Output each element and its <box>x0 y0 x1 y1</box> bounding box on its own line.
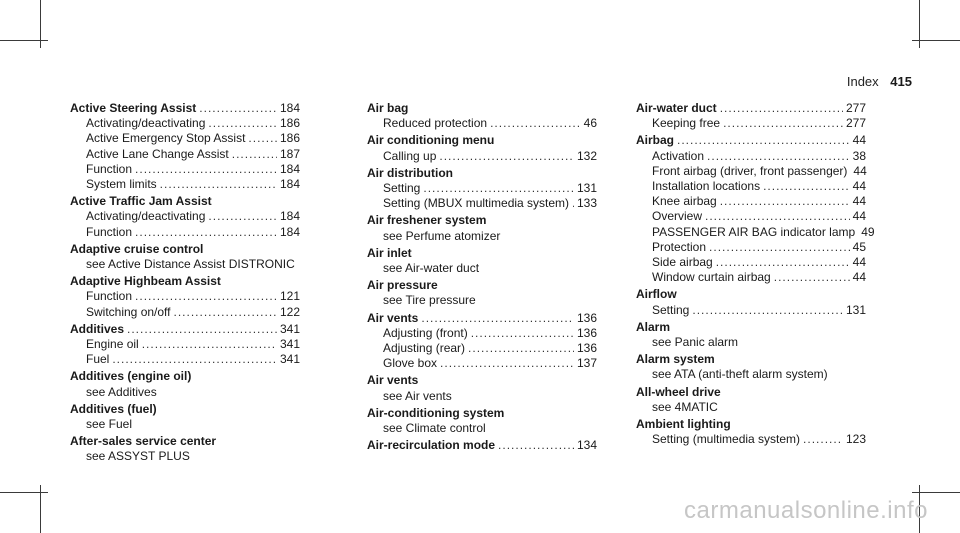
index-heading-text: Air bag <box>367 101 409 115</box>
index-heading <box>367 166 597 181</box>
index-heading <box>367 311 597 326</box>
index-subentry-page: 186 <box>279 131 300 146</box>
index-heading-text: Adaptive cruise control <box>70 241 204 256</box>
index-subentry <box>636 335 866 350</box>
index-subentry-text: see ATA (anti-theft alarm system) <box>652 367 828 382</box>
index-subentry-text: Side airbag <box>652 255 713 270</box>
dot-leader <box>677 133 850 148</box>
dot-leader <box>498 438 574 453</box>
dot-leader <box>720 101 843 116</box>
index-heading-text: All-wheel drive <box>636 384 721 399</box>
index-subentry-text: see Panic alarm <box>652 335 739 350</box>
index-entry <box>367 133 597 163</box>
index-heading <box>636 287 866 302</box>
dot-leader <box>490 116 581 131</box>
index-subentry-text: Overview <box>652 209 703 224</box>
index-entry <box>70 434 300 464</box>
index-heading <box>636 352 866 367</box>
index-entry <box>367 246 597 276</box>
index-subentry <box>70 225 300 240</box>
index-subentry-page: 121 <box>279 289 300 304</box>
index-subentry-text: System limits <box>86 177 157 192</box>
index-subentry <box>636 164 866 179</box>
dot-leader <box>803 432 843 447</box>
index-subentry-text: Adjusting (rear) <box>383 341 466 356</box>
dot-leader <box>468 341 574 356</box>
index-subentry <box>367 356 597 371</box>
dot-leader <box>135 162 277 177</box>
index-heading-text: After-sales service center <box>70 434 217 449</box>
dot-leader <box>135 225 277 240</box>
dot-leader <box>763 179 850 194</box>
index-subentry-text: Activation <box>652 148 705 163</box>
dot-leader <box>440 356 574 371</box>
dot-leader <box>716 255 850 270</box>
index-heading <box>70 274 300 289</box>
index-subentry <box>70 177 300 192</box>
index-subentry-text: Calling up <box>383 148 437 163</box>
index-subentry-text: Function <box>86 161 133 176</box>
index-heading-text: Alarm <box>636 319 671 334</box>
index-subentry-text: Protection <box>652 239 707 254</box>
index-heading <box>636 385 866 400</box>
dot-leader <box>572 196 574 211</box>
index-subentry-page: 44 <box>852 255 866 270</box>
index-heading <box>636 101 866 116</box>
dot-leader <box>439 149 574 164</box>
dot-leader <box>248 131 277 146</box>
index-heading-text: Air distribution <box>367 165 453 180</box>
index-subentry-text: Fuel <box>86 352 110 367</box>
index-subentry-text: PASSENGER AIR BAG indicator lamp <box>652 224 856 239</box>
index-subentry-text: Setting <box>652 302 690 317</box>
index-heading-text: Active Steering Assist <box>70 101 197 115</box>
crop-mark-bottom-right-h <box>912 492 960 493</box>
index-heading <box>367 438 597 453</box>
index-heading <box>70 242 300 257</box>
index-heading <box>70 322 300 337</box>
index-subentry-text: Setting <box>383 181 421 196</box>
index-entry <box>367 278 597 308</box>
index-subentry <box>636 149 866 164</box>
index-subentry <box>70 385 300 400</box>
dot-leader <box>423 181 574 196</box>
dot-leader <box>774 270 850 285</box>
index-heading <box>367 133 597 148</box>
index-heading <box>70 434 300 449</box>
index-subentry <box>636 240 866 255</box>
index-subentry <box>70 116 300 131</box>
section-title: Index <box>846 74 879 89</box>
index-subentry-page: 184 <box>279 224 300 239</box>
index-heading-text: Air conditioning menu <box>367 133 495 148</box>
index-subentry-text: Function <box>86 289 133 304</box>
index-subentry <box>636 224 875 240</box>
index-subentry <box>636 303 866 318</box>
index-subentry-text: Engine oil <box>86 337 139 352</box>
index-subentry <box>367 181 597 196</box>
index-subentry-page: 131 <box>576 181 597 196</box>
index-subentry-page: 44 <box>852 194 866 209</box>
index-heading-text: Air-recirculation mode <box>367 438 496 453</box>
index-subentry-page: 46 <box>583 116 597 131</box>
index-heading-text: Airflow <box>636 287 677 302</box>
index-subentry-page: 137 <box>576 356 597 371</box>
index-subentry-page: 186 <box>279 116 300 131</box>
index-column-1 <box>70 101 300 465</box>
index-subentry-page: 187 <box>279 146 300 161</box>
index-subentry-page: 44 <box>852 270 866 285</box>
index-entry <box>636 320 866 350</box>
index-heading-page: 341 <box>279 321 300 336</box>
index-subentry-text: see Climate control <box>383 421 486 436</box>
index-subentry-page: 341 <box>279 352 300 367</box>
index-heading-text: Additives <box>70 321 125 336</box>
index-heading-text: Alarm system <box>636 352 715 367</box>
running-header <box>847 74 912 89</box>
index-column-3 <box>636 101 875 447</box>
index-heading-page: 134 <box>576 438 597 453</box>
index-heading-page: 136 <box>576 310 597 325</box>
index-subentry-page: 184 <box>279 177 300 192</box>
index-heading <box>636 133 866 148</box>
index-subentry-text: Function <box>86 224 133 239</box>
index-entry <box>70 322 300 368</box>
index-column-2 <box>367 101 597 453</box>
index-subentry-text: Adjusting (front) <box>383 325 468 340</box>
index-heading-text: Adaptive Highbeam Assist <box>70 274 221 289</box>
index-heading-text: Air-water duct <box>636 101 717 115</box>
index-subentry <box>70 209 300 224</box>
index-subentry-text: Activating/deactivating <box>86 116 206 131</box>
dot-leader <box>208 209 277 224</box>
index-subentry <box>367 149 597 164</box>
index-heading-text: Air vents <box>367 373 419 388</box>
index-subentry-page: 133 <box>576 196 597 211</box>
index-subentry <box>636 255 866 270</box>
index-entry <box>636 287 866 317</box>
index-subentry-text: see Fuel <box>86 417 133 432</box>
index-entry <box>636 385 866 415</box>
index-subentry <box>70 289 300 304</box>
page-number: 415 <box>890 74 912 89</box>
index-heading-text: Airbag <box>636 133 675 148</box>
index-subentry <box>367 341 597 356</box>
index-subentry-text: Reduced protection <box>383 116 488 131</box>
index-subentry <box>636 367 866 382</box>
watermark: carmanualsonline.info <box>684 497 928 524</box>
index-subentry <box>636 179 866 194</box>
index-heading-text: Additives (fuel) <box>70 401 157 416</box>
dot-leader <box>112 352 277 367</box>
index-entry <box>70 194 300 240</box>
index-subentry-page: 136 <box>576 341 597 356</box>
index-subentry-page: 49 <box>861 224 875 239</box>
index-subentry <box>636 270 866 285</box>
index-entry <box>70 274 300 320</box>
dot-leader <box>421 311 574 326</box>
index-subentry-text: Setting (MBUX multimedia system) <box>383 196 570 211</box>
dot-leader <box>208 116 277 131</box>
index-subentry <box>70 352 300 367</box>
index-subentry-text: Installation locations <box>652 179 761 194</box>
dot-leader <box>160 177 277 192</box>
index-subentry-text: see 4MATIC <box>652 399 718 414</box>
index-subentry <box>70 305 300 320</box>
index-entry <box>367 166 597 212</box>
index-entry <box>70 101 300 192</box>
index-subentry-page: 131 <box>845 302 866 317</box>
index-entry <box>70 402 300 432</box>
index-entry <box>367 438 597 453</box>
index-heading <box>367 406 597 421</box>
index-subentry-text: see Active Distance Assist DISTRONIC <box>86 257 295 272</box>
index-subentry-page: 122 <box>279 304 300 319</box>
index-entry <box>367 213 597 243</box>
index-subentry-text: Keeping free <box>652 116 721 131</box>
dot-leader <box>142 337 277 352</box>
index-subentry <box>636 209 866 224</box>
index-subentry-page: 136 <box>576 325 597 340</box>
index-heading-text: Air inlet <box>367 245 412 260</box>
index-subentry <box>636 432 866 447</box>
index-heading <box>367 246 597 261</box>
index-subentry-page: 44 <box>853 163 867 178</box>
index-entry <box>636 133 875 285</box>
index-heading <box>367 278 597 293</box>
index-subentry-page: 184 <box>279 209 300 224</box>
index-heading <box>636 320 866 335</box>
index-subentry-page: 341 <box>279 337 300 352</box>
index-entry <box>367 311 597 372</box>
index-subentry-text: see Additives <box>86 384 157 399</box>
index-heading-text: Air pressure <box>367 278 438 293</box>
index-heading <box>70 194 300 209</box>
dot-leader <box>705 209 850 224</box>
index-subentry <box>367 421 597 436</box>
index-subentry-text: see ASSYST PLUS <box>86 449 190 464</box>
index-subentry-text: see Perfume atomizer <box>383 228 501 243</box>
index-entry <box>636 417 866 447</box>
index-heading <box>636 417 866 432</box>
index-subentry-page: 44 <box>852 209 866 224</box>
index-subentry <box>367 261 597 276</box>
index-subentry <box>367 196 597 211</box>
index-subentry-text: Active Emergency Stop Assist <box>86 131 246 146</box>
dot-leader <box>720 194 850 209</box>
index-subentry <box>70 147 300 162</box>
index-subentry-text: Front airbag (driver, front passenger) <box>652 163 848 178</box>
index-heading-page: 44 <box>852 133 866 148</box>
dot-leader <box>471 326 574 341</box>
index-entry <box>636 352 866 382</box>
index-subentry-text: see Air-water duct <box>383 261 480 276</box>
index-subentry <box>367 293 597 308</box>
dot-leader <box>707 149 850 164</box>
crop-mark-top-left-h <box>0 40 48 41</box>
index-subentry <box>367 389 597 404</box>
index-entry <box>70 242 300 272</box>
index-subentry <box>70 162 300 177</box>
index-heading-text: Active Traffic Jam Assist <box>70 194 212 209</box>
dot-leader <box>135 289 277 304</box>
index-heading-text: Air freshener system <box>367 213 487 228</box>
index-subentry-page: 277 <box>845 116 866 131</box>
index-subentry <box>70 449 300 464</box>
index-subentry <box>367 326 597 341</box>
index-entry <box>70 369 300 399</box>
index-subentry-page: 38 <box>852 148 866 163</box>
index-subentry-text: Window curtain airbag <box>652 270 771 285</box>
dot-leader <box>174 305 277 320</box>
index-subentry-text: see Air vents <box>383 388 452 403</box>
index-heading-text: Additives (engine oil) <box>70 369 192 384</box>
index-heading <box>70 402 300 417</box>
index-subentry-text: Setting (multimedia system) <box>652 432 801 447</box>
dot-leader <box>723 116 843 131</box>
dot-leader <box>127 322 277 337</box>
dot-leader <box>199 101 277 116</box>
index-heading-page: 184 <box>279 101 300 115</box>
dot-leader <box>692 303 843 318</box>
index-subentry-page: 45 <box>852 239 866 254</box>
index-subentry-text: Activating/deactivating <box>86 209 206 224</box>
index-subentry-text: see Tire pressure <box>383 293 476 308</box>
index-heading-text: Air vents <box>367 310 419 325</box>
index-heading-text: Ambient lighting <box>636 417 731 432</box>
index-heading <box>367 373 597 388</box>
crop-mark-top-right-h <box>912 40 960 41</box>
dot-leader <box>709 240 850 255</box>
index-subentry-page: 44 <box>852 179 866 194</box>
dot-leader <box>232 147 277 162</box>
index-subentry <box>70 257 300 272</box>
index-subentry <box>636 116 866 131</box>
index-subentry-page: 123 <box>845 432 866 447</box>
index-heading <box>367 213 597 228</box>
index-subentry <box>367 229 597 244</box>
index-subentry-text: Active Lane Change Assist <box>86 146 229 161</box>
index-subentry-text: Glove box <box>383 356 438 371</box>
crop-mark-bottom-left-h <box>0 492 48 493</box>
index-heading-text: Air-conditioning system <box>367 405 505 420</box>
index-heading-page: 277 <box>845 101 866 115</box>
index-subentry <box>70 131 300 146</box>
index-entry <box>636 101 866 131</box>
index-heading <box>367 101 597 116</box>
index-entry <box>367 406 597 436</box>
index-subentry <box>636 400 866 415</box>
index-subentry-text: Switching on/off <box>86 304 171 319</box>
index-subentry <box>636 194 866 209</box>
index-heading <box>70 369 300 384</box>
index-subentry <box>367 116 597 131</box>
index-subentry <box>70 337 300 352</box>
index-subentry-page: 184 <box>279 161 300 176</box>
index-heading <box>70 101 300 116</box>
index-subentry <box>70 417 300 432</box>
index-subentry-text: Knee airbag <box>652 194 717 209</box>
index-entry <box>367 101 597 131</box>
index-entry <box>367 373 597 403</box>
index-subentry-page: 132 <box>576 148 597 163</box>
